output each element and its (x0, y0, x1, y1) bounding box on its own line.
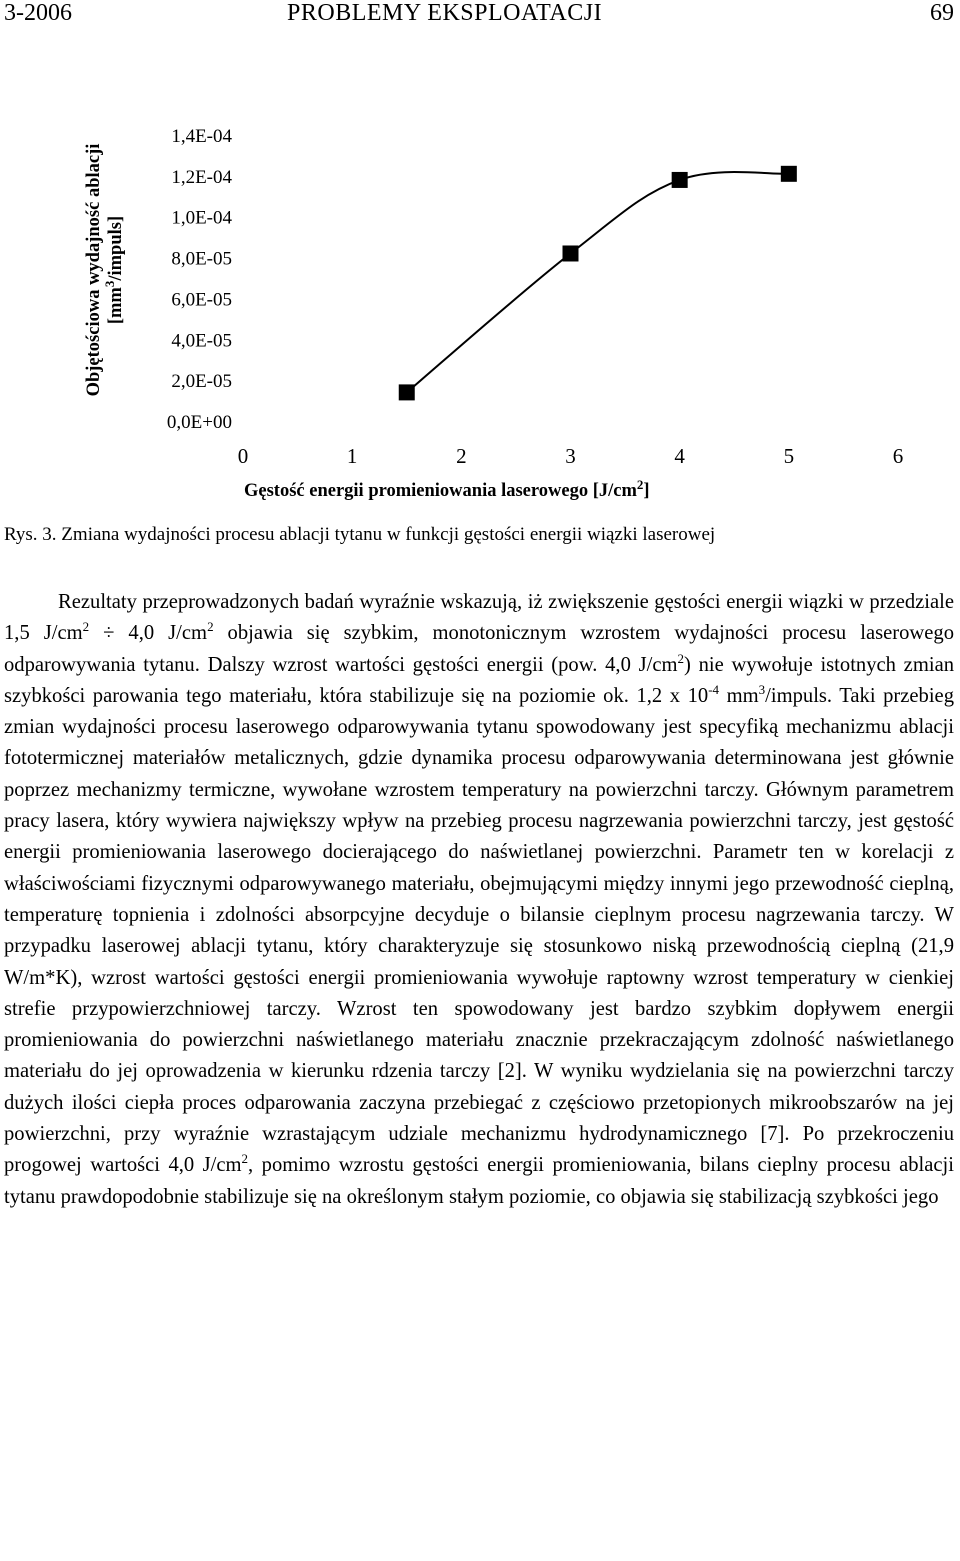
y-tick-label: 1,2E-04 (171, 166, 232, 188)
y-tick-label: 4,0E-05 (171, 330, 232, 352)
body-text (4, 587, 954, 1213)
x-tick-label: 3 (565, 444, 576, 468)
data-point (781, 166, 797, 182)
y-tick-label: 0,0E+00 (166, 412, 232, 433)
x-tick-label: 4 (674, 444, 685, 468)
y-tick-label: 1,0E-04 (171, 207, 232, 229)
y-axis-label-line1: Objętościowa wydajność ablacji (84, 143, 104, 397)
x-tick-label: 2 (456, 444, 467, 468)
x-tick-label: 5 (783, 444, 795, 468)
x-axis-label: Gęstość energii promieniowania laserowego $[J/cm^2]$ (244, 476, 650, 501)
x-tick-label: 0 (237, 444, 249, 468)
data-point (672, 172, 688, 188)
y-axis-label (83, 110, 127, 430)
x-tick-label: 1 (346, 444, 358, 468)
journal-title: PROBLEMY EKSPLOATACJI (287, 0, 603, 26)
y-tick-label: 8,0E-05 (171, 248, 232, 270)
y-tick-label: 1,4E-04 (171, 126, 232, 147)
x-tick-label: 6 (892, 444, 904, 468)
y-axis-label-line2: $[mm^3/impuls]$ (101, 215, 126, 325)
page-number: 69 (930, 0, 954, 26)
y-tick-label: 6,0E-05 (171, 289, 232, 311)
data-point (399, 384, 415, 400)
issue-number: 3-2006 (4, 0, 72, 26)
figure-caption: Rys. 3. Zmiana wydajności procesu ablacji tytanu w funkcji gęstości energii wiązki laserowej (4, 524, 716, 545)
ablation-chart (0, 0, 960, 520)
series-line (407, 172, 789, 392)
y-tick-label: 2,0E-05 (171, 371, 232, 393)
paragraph: Rezultaty przeprowadzonych badań wyraźnie wskazują, iż zwiększenie gęstości energii wiązki w przedziale 1,5 $J/cm^2 \div 4,0$ $J/cm^2$ objawia się szybkim, monotonicznym wzrostem wydajności procesu laserowego odparowywania tytanu. Dalszy wzrost wartości gęstości energii (pow. 4,0 $J/cm^2$) nie wywołuje istotnych zmian szybkości parowania tego materiału, która stabilizuje się na poziomie ok. 1,2 x $10^{-4}$ $mm^3$/impuls. Taki przebieg zmian wydajności procesu laserowego odparowywania tytanu spowodowany jest specyfiką mechanizmu ablacji fototermicznej materiałów metalicznych, gdzie dynamika procesu odparowywania determinowana jest głównie poprzez mechanizmy termiczne, wywołane wzrostem temperatury na powierzchni tarczy. Głównym parametrem pracy lasera, który wywiera największy wpływ na przebieg procesu nagrzewania powierzchni tarczy, jest gęstość energii promieniowania laserowego docierającego do naświetlanej powierzchni. Parametr ten w korelacji z właściwościami fizycznymi odparowywanego materiału, obejmującymi między innymi jego przewodność cieplną, temperaturę topnienia i zdolności absorpcyjne decyduje o bilansie cieplnym procesu nagrzewania tarczy. W przypadku laserowej ablacji tytanu, który charakteryzuje się stosunkowo niską przewodnością cieplną (21,9 W/m*K), wzrost wartości gęstości energii promieniowania wywołuje raptowny wzrost temperatury w cienkiej strefie przypowierzchniowej tarczy. Wzrost ten spowodowany jest bardzo szybkim dopływem energii promieniowania do powierzchni naświetlanego materiału znacznie przekraczającym zdolność naświetlanego materiału do jej oprowadzenia w kierunku rdzenia tarczy [2]. W wyniku wydzielania się na powierzchni tarczy dużych ilości ciepła proces odparowania zaczyna przebiegać z częściowo przetopionych mikroobszarów na jej powierzchni, przy wyraźnie wzrastającym udziale mechanizmu hydrodynamicznego [7]. Po przekroczeniu progowej wartości 4,0 $J/cm^2$, pomimo wzrostu gęstości energii promieniowania, bilans cieplny procesu ablacji tytanu prawdopodobnie stabilizuje się na określonym stałym poziomie, co objawia się stabilizacją szybkości jego (4, 591, 955, 1208)
data-point (563, 245, 579, 261)
